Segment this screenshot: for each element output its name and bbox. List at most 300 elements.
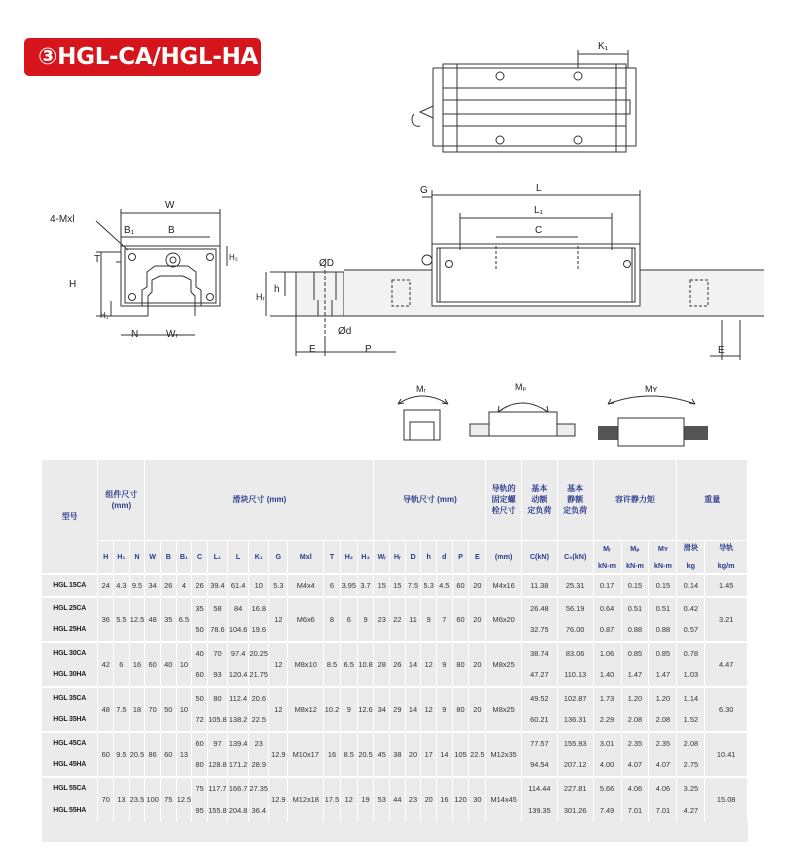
- subheader-cell: H₁: [114, 540, 130, 574]
- cell-c0: 110.13: [557, 664, 593, 687]
- moment-unit: kN-m: [653, 560, 672, 570]
- cell-b: 50: [160, 687, 176, 732]
- cell-l1: 117.7: [207, 777, 227, 800]
- cell-d: 14: [405, 642, 421, 687]
- cell-l1: 70: [207, 642, 227, 665]
- cell-cdyn: 11.38: [522, 574, 558, 597]
- mr-label: Mᵣ: [416, 384, 426, 394]
- cell-t: 8.5: [324, 642, 341, 687]
- cell-d: 4.5: [437, 574, 453, 597]
- cell-hr: 29: [390, 687, 406, 732]
- cell-mr: 0.17: [593, 574, 621, 597]
- cell-my: 0.15: [649, 574, 677, 597]
- cell-mr: 1.40: [593, 664, 621, 687]
- cell-cdyn: 139.35: [522, 799, 558, 822]
- cell-b: 75: [160, 777, 176, 822]
- cell-h2: 9: [340, 687, 357, 732]
- cell-h3: 20.5: [357, 732, 374, 777]
- table-row: [42, 732, 748, 755]
- cell-c: 35: [192, 597, 208, 620]
- cell-wblock: 2.08: [677, 732, 705, 755]
- bolt-header: 导轨的 固定螺 栓尺寸: [486, 460, 522, 540]
- cell-wr: 53: [374, 777, 390, 822]
- cell-wrail: 4.47: [705, 642, 748, 687]
- cell-c: 26: [192, 574, 208, 597]
- cell-p: 80: [452, 642, 469, 687]
- cell-p: 120: [452, 777, 469, 822]
- cell-l: 204.8: [228, 799, 249, 822]
- cell-l: 112.4: [228, 687, 249, 710]
- cell-h3: 9: [357, 597, 374, 642]
- subheader-cell: C₀(kN): [557, 540, 593, 574]
- cell-l: 138.2: [228, 709, 249, 732]
- cell-k1: 19.6: [249, 619, 269, 642]
- table-row: [42, 777, 748, 800]
- cell-l: 166.7: [228, 777, 249, 800]
- cell-wrail: 15.08: [705, 777, 748, 822]
- cell-bolt: M12x35: [486, 732, 522, 777]
- cell-b: 60: [160, 732, 176, 777]
- cell-c: 72: [192, 709, 208, 732]
- cell-c0: 83.06: [557, 642, 593, 665]
- cell-g: 5.3: [269, 574, 288, 597]
- cell-mr: 2.29: [593, 709, 621, 732]
- weight-unit: kg/m: [717, 561, 735, 571]
- weight-part: 滑块: [683, 543, 699, 553]
- cell-p: 105: [452, 732, 469, 777]
- cell-my: 2.08: [649, 709, 677, 732]
- cell-c: 40: [192, 642, 208, 665]
- cell-d: 7.5: [405, 574, 421, 597]
- cell-h: 9: [421, 597, 437, 642]
- cell-mp: 1.20: [621, 687, 649, 710]
- cell-k1: 10: [249, 574, 269, 597]
- cell-mp: 0.85: [621, 642, 649, 665]
- moment-my-icon: [598, 384, 708, 446]
- wr-label: Wᵣ: [166, 329, 178, 340]
- small-h-label: h: [274, 284, 280, 295]
- cell-b: 26: [160, 574, 176, 597]
- cell-mr: 7.49: [593, 799, 621, 822]
- cell-d: 9: [437, 687, 453, 732]
- cell-mp: 4.07: [621, 754, 649, 777]
- cell-hr: 15: [390, 574, 406, 597]
- static-load-header: 基本 静额 定负荷: [557, 460, 593, 540]
- subheader-cell: T: [324, 540, 341, 574]
- rail-header: 导轨尺寸 (mm): [374, 460, 486, 540]
- cell-k1: 28.9: [249, 754, 269, 777]
- cell-l1: 97: [207, 732, 227, 755]
- cell-c: 50: [192, 687, 208, 710]
- cell-b1: 12.5: [176, 777, 192, 822]
- cell-c0: 207.12: [557, 754, 593, 777]
- weight-unit: kg: [686, 561, 696, 571]
- cell-wr: 34: [374, 687, 390, 732]
- cell-hr: 26: [390, 642, 406, 687]
- cell-n: 23.5: [129, 777, 145, 822]
- cell-my: 7.01: [649, 799, 677, 822]
- cell-w: 48: [145, 597, 161, 642]
- subheader-cell: [621, 540, 649, 574]
- cell-c: 95: [192, 799, 208, 822]
- subheader-cell: P: [452, 540, 469, 574]
- assembly-header: 组件尺寸 (mm): [98, 460, 145, 540]
- cell-c0: 227.81: [557, 777, 593, 800]
- cell-e: 22.5: [469, 732, 486, 777]
- cell-l1: 128.8: [207, 754, 227, 777]
- cell-w: 60: [145, 642, 161, 687]
- cell-wrail: 1.45: [705, 574, 748, 597]
- cell-t: 10.2: [324, 687, 341, 732]
- cell-cdyn: 38.74: [522, 642, 558, 665]
- side-view-drawing: [256, 183, 764, 360]
- cell-b1: 4: [176, 574, 192, 597]
- cell-b: 40: [160, 642, 176, 687]
- cell-l1: 39.4: [207, 574, 227, 597]
- cell-my: 0.51: [649, 597, 677, 620]
- subheader-cell: h: [421, 540, 437, 574]
- cell-h: 60: [98, 732, 114, 777]
- table-row: [42, 574, 748, 597]
- cell-k1: 20.6: [249, 687, 269, 710]
- cell-wr: 45: [374, 732, 390, 777]
- four-mxl-label: 4-Mxl: [50, 214, 75, 225]
- cell-g: 12.9: [269, 732, 288, 777]
- cell-c0: 102.87: [557, 687, 593, 710]
- cell-wr: 28: [374, 642, 390, 687]
- cell-l: 104.6: [228, 619, 249, 642]
- h1-label: H₁: [100, 311, 109, 320]
- cell-bolt: M4x16: [486, 574, 522, 597]
- cell-b: 35: [160, 597, 176, 642]
- cell-h: 20: [421, 777, 437, 822]
- cell-h: 36: [98, 597, 114, 642]
- cell-w: 34: [145, 574, 161, 597]
- cell-wblock: 1.14: [677, 687, 705, 710]
- model-cell: HGL 45CA: [42, 732, 98, 755]
- section-title: ③HGL-CA/HGL-HA: [24, 38, 261, 76]
- cell-mr: 5.66: [593, 777, 621, 800]
- cell-wblock: 4.27: [677, 799, 705, 822]
- small-od-label: Ød: [338, 326, 352, 337]
- subheader-cell: D: [405, 540, 421, 574]
- cell-cdyn: 47.27: [522, 664, 558, 687]
- cell-mr: 0.64: [593, 597, 621, 620]
- cell-e: 30: [469, 777, 486, 822]
- cell-h2: 6: [340, 597, 357, 642]
- cell-mr: 0.87: [593, 619, 621, 642]
- subheader-cell: [677, 540, 705, 574]
- cell-h: 48: [98, 687, 114, 732]
- model-cell: HGL 35HA: [42, 709, 98, 732]
- t-label: T: [94, 254, 101, 265]
- model-cell: HGL 30HA: [42, 664, 98, 687]
- model-cell: HGL 25CA: [42, 597, 98, 620]
- b1-label: B₁: [124, 225, 135, 236]
- cell-h2: 6.5: [340, 642, 357, 687]
- cell-mxl: M10x17: [288, 732, 324, 777]
- cell-bolt: M8x25: [486, 642, 522, 687]
- cell-h: 5.3: [421, 574, 437, 597]
- cell-mp: 7.01: [621, 799, 649, 822]
- cell-c0: 76.00: [557, 619, 593, 642]
- cell-h3: 3.7: [357, 574, 374, 597]
- model-cell: HGL 25HA: [42, 619, 98, 642]
- model-cell: HGL 55CA: [42, 777, 98, 800]
- cell-cdyn: 114.44: [522, 777, 558, 800]
- cell-k1: 23: [249, 732, 269, 755]
- subheader-cell: H₂: [340, 540, 357, 574]
- cell-b1: 13: [176, 732, 192, 777]
- cell-h: 42: [98, 642, 114, 687]
- cell-n: 18: [129, 687, 145, 732]
- cell-h: 70: [98, 777, 114, 822]
- cell-t: 16: [324, 732, 341, 777]
- cell-wblock: 3.25: [677, 777, 705, 800]
- cell-h1: 9.5: [114, 732, 130, 777]
- cell-t: 6: [324, 574, 341, 597]
- cell-mp: 2.08: [621, 709, 649, 732]
- cell-k1: 27.35: [249, 777, 269, 800]
- cell-t: 17.5: [324, 777, 341, 822]
- cell-t: 8: [324, 597, 341, 642]
- moment-symbol: Mₚ: [630, 543, 640, 553]
- g-label: G: [420, 185, 428, 196]
- cell-h1: 13: [114, 777, 130, 822]
- cell-cdyn: 60.21: [522, 709, 558, 732]
- cell-hr: 38: [390, 732, 406, 777]
- moment-symbol: Mᵣ: [603, 543, 611, 553]
- subheader-cell: [705, 540, 748, 574]
- end-view-drawing: [50, 200, 238, 340]
- cell-l1: 58: [207, 597, 227, 620]
- cell-mr: 4.00: [593, 754, 621, 777]
- cell-mxl: M4x4: [288, 574, 324, 597]
- cell-h2: 12: [340, 777, 357, 822]
- cell-l1: 80: [207, 687, 227, 710]
- cell-l1: 93: [207, 664, 227, 687]
- table-row: [42, 597, 748, 620]
- k1-label: K₁: [598, 41, 609, 52]
- cell-e: 20: [469, 687, 486, 732]
- cell-wrail: 6.30: [705, 687, 748, 732]
- moment-unit: kN-m: [598, 560, 617, 570]
- cell-cdyn: 77.57: [522, 732, 558, 755]
- cell-g: 12: [269, 597, 288, 642]
- cell-p: 60: [452, 597, 469, 642]
- moment-symbol: Mʏ: [657, 543, 668, 553]
- cell-mxl: M6x6: [288, 597, 324, 642]
- subheader-cell: L: [228, 540, 249, 574]
- cell-mp: 1.47: [621, 664, 649, 687]
- moment-mr-icon: [398, 384, 448, 440]
- top-view-drawing: [412, 41, 636, 152]
- c-label: C: [535, 225, 543, 236]
- cell-l1: 78.6: [207, 619, 227, 642]
- subheader-cell: C(kN): [522, 540, 558, 574]
- cell-c0: 25.31: [557, 574, 593, 597]
- cell-d: 9: [437, 642, 453, 687]
- subheader-cell: d: [437, 540, 453, 574]
- cell-wblock: 0.78: [677, 642, 705, 665]
- cell-g: 12.9: [269, 777, 288, 822]
- cell-h1: 4.3: [114, 574, 130, 597]
- cell-c0: 155.93: [557, 732, 593, 755]
- cell-wrail: 10.41: [705, 732, 748, 777]
- cell-b1: 10: [176, 642, 192, 687]
- cell-w: 70: [145, 687, 161, 732]
- subheader-cell: (mm): [486, 540, 522, 574]
- cell-my: 1.20: [649, 687, 677, 710]
- model-header: 型号: [42, 460, 98, 574]
- cell-d: 14: [437, 732, 453, 777]
- model-cell: HGL 15CA: [42, 574, 98, 597]
- cell-w: 100: [145, 777, 161, 822]
- cell-my: 0.85: [649, 642, 677, 665]
- table-row: [42, 687, 748, 710]
- cell-c: 75: [192, 777, 208, 800]
- cell-wrail: 3.21: [705, 597, 748, 642]
- cell-c: 80: [192, 754, 208, 777]
- cell-c: 60: [192, 732, 208, 755]
- l1-label: L₁: [534, 205, 543, 216]
- cell-my: 4.07: [649, 754, 677, 777]
- subheader-cell: Hᵣ: [390, 540, 406, 574]
- moment-mp-icon: [470, 382, 575, 436]
- cell-cdyn: 94.54: [522, 754, 558, 777]
- hr-label: Hᵣ: [256, 292, 265, 302]
- cell-n: 16: [129, 642, 145, 687]
- mp-label: Mₚ: [515, 382, 527, 392]
- cell-mp: 0.51: [621, 597, 649, 620]
- cell-h3: 12.6: [357, 687, 374, 732]
- cell-e: 20: [469, 642, 486, 687]
- subheader-cell: L₁: [207, 540, 227, 574]
- cell-wblock: 1.52: [677, 709, 705, 732]
- cell-e: 20: [469, 597, 486, 642]
- subheader-cell: E: [469, 540, 486, 574]
- cell-d: 20: [405, 732, 421, 777]
- cell-l1: 155.8: [207, 799, 227, 822]
- cell-h: 12: [421, 642, 437, 687]
- cell-e: 20: [469, 574, 486, 597]
- subheader-cell: [593, 540, 621, 574]
- spec-table-body: [42, 574, 748, 822]
- subheader-cell: N: [129, 540, 145, 574]
- cell-my: 4.06: [649, 777, 677, 800]
- cell-h1: 5.5: [114, 597, 130, 642]
- cell-k1: 36.4: [249, 799, 269, 822]
- cell-mxl: M8x10: [288, 642, 324, 687]
- cell-l: 120.4: [228, 664, 249, 687]
- cell-l: 139.4: [228, 732, 249, 755]
- n-label: N: [131, 329, 139, 340]
- cell-wr: 23: [374, 597, 390, 642]
- subheader-cell: W: [145, 540, 161, 574]
- cell-my: 0.88: [649, 619, 677, 642]
- cell-l: 171.2: [228, 754, 249, 777]
- subheader-cell: Wᵣ: [374, 540, 390, 574]
- w-label: W: [165, 200, 175, 211]
- cell-bolt: M6x20: [486, 597, 522, 642]
- cell-h3: 19: [357, 777, 374, 822]
- cell-cdyn: 26.48: [522, 597, 558, 620]
- subheader-cell: K₁: [249, 540, 269, 574]
- weight-header: 重量: [677, 460, 748, 540]
- model-cell: HGL 55HA: [42, 799, 98, 822]
- cell-wblock: 0.42: [677, 597, 705, 620]
- od-label: ØD: [319, 258, 334, 269]
- cell-d: 7: [437, 597, 453, 642]
- subheader-cell: C: [192, 540, 208, 574]
- cell-wr: 15: [374, 574, 390, 597]
- cell-l1: 105.8: [207, 709, 227, 732]
- subheader-cell: Mxl: [288, 540, 324, 574]
- cell-k1: 16.8: [249, 597, 269, 620]
- cell-mp: 0.88: [621, 619, 649, 642]
- spec-table-container: [42, 460, 748, 842]
- cell-bolt: M8x25: [486, 687, 522, 732]
- cell-wblock: 2.75: [677, 754, 705, 777]
- cell-mp: 0.15: [621, 574, 649, 597]
- cell-k1: 20.25: [249, 642, 269, 665]
- cell-d: 14: [405, 687, 421, 732]
- cell-mr: 1.73: [593, 687, 621, 710]
- b-label: B: [168, 225, 175, 236]
- subheader-cell: G: [269, 540, 288, 574]
- cell-mr: 3.01: [593, 732, 621, 755]
- my-label: Mʏ: [645, 384, 658, 394]
- cell-my: 1.47: [649, 664, 677, 687]
- subheader-cell: H: [98, 540, 114, 574]
- model-cell: HGL 35CA: [42, 687, 98, 710]
- cell-c0: 136.31: [557, 709, 593, 732]
- model-cell: HGL 45HA: [42, 754, 98, 777]
- cell-wblock: 1.03: [677, 664, 705, 687]
- cell-h: 17: [421, 732, 437, 777]
- block-header: 滑块尺寸 (mm): [145, 460, 374, 540]
- cell-h1: 7.5: [114, 687, 130, 732]
- dynamic-load-header: 基本 动额 定负荷: [522, 460, 558, 540]
- subheader-cell: B: [160, 540, 176, 574]
- cell-hr: 22: [390, 597, 406, 642]
- h2-label: H₂: [229, 253, 238, 262]
- cell-b1: 10: [176, 687, 192, 732]
- cell-h: 24: [98, 574, 114, 597]
- cell-h1: 6: [114, 642, 130, 687]
- cell-n: 9.5: [129, 574, 145, 597]
- cell-h2: 3.95: [340, 574, 357, 597]
- cell-mp: 4.06: [621, 777, 649, 800]
- cell-d: 16: [437, 777, 453, 822]
- cell-c0: 301.26: [557, 799, 593, 822]
- cell-h2: 8.5: [340, 732, 357, 777]
- model-cell: HGL 30CA: [42, 642, 98, 665]
- cell-my: 2.35: [649, 732, 677, 755]
- cell-mr: 1.06: [593, 642, 621, 665]
- table-row: [42, 642, 748, 665]
- cell-h3: 10.8: [357, 642, 374, 687]
- cell-g: 12: [269, 687, 288, 732]
- cell-mxl: M12x18: [288, 777, 324, 822]
- cell-n: 20.5: [129, 732, 145, 777]
- cell-cdyn: 32.75: [522, 619, 558, 642]
- cell-wblock: 0.57: [677, 619, 705, 642]
- subheader-cell: B₁: [176, 540, 192, 574]
- cell-l: 84: [228, 597, 249, 620]
- p-label: P: [365, 344, 372, 355]
- e-label-left: E: [309, 344, 316, 355]
